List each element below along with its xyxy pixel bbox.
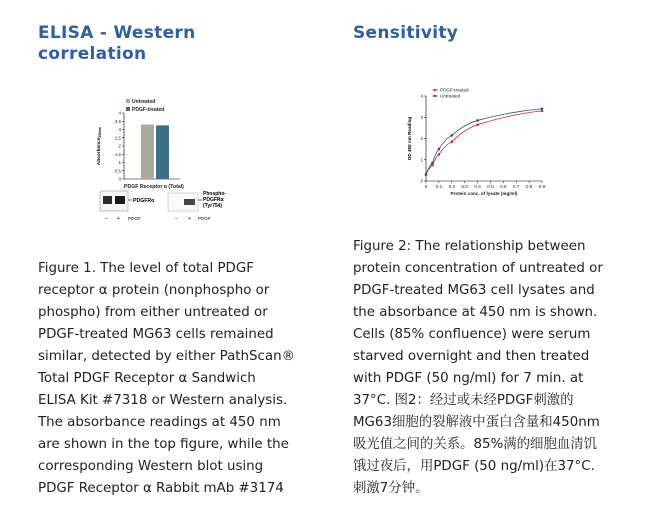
data-point — [476, 123, 479, 126]
caption-line: 饿过夜后，用PDGF (50 ng/ml)在37°C. — [353, 459, 595, 474]
data-point — [450, 140, 453, 143]
caption-line: The absorbance readings at 450 nm — [38, 415, 281, 430]
lane-treatment-1: PDGF — [128, 216, 141, 221]
blot-phospho-band — [184, 199, 195, 205]
legend-label: Untreated — [440, 93, 461, 99]
bar — [156, 125, 169, 179]
y-tick-label: 0 — [420, 178, 423, 184]
x-axis-label: PDGF Receptor α (Total) — [124, 184, 184, 190]
legend-label: Untreated — [132, 99, 156, 105]
heading-line-2: correlation — [38, 44, 147, 64]
legend-marker — [434, 89, 436, 91]
y-tick-label: 1 — [420, 157, 423, 163]
blot-phospho-label-3: (Tyr754) — [203, 203, 223, 209]
y-tick-label: 1 — [118, 160, 121, 166]
caption-line: similar, detected by either PathScan® — [38, 349, 295, 364]
legend-label: PDGF-treated — [132, 107, 165, 113]
caption-line: Figure 2: The relationship between — [353, 239, 586, 254]
western-blot-figure — [96, 188, 256, 228]
x-tick-label: 0.3 — [461, 184, 468, 189]
legend-swatch — [126, 99, 130, 103]
elisa-western-heading — [38, 23, 196, 65]
x-tick-label: 0.4 — [474, 184, 481, 189]
legend-swatch — [126, 107, 130, 111]
caption-line: PDGF-treated MG63 cell lysates and — [353, 283, 595, 298]
y-tick-label: 0.5 — [114, 168, 121, 174]
caption-line: MG63细胞的裂解液中蛋白含量和450nm — [353, 415, 600, 430]
x-tick-label: 0.7 — [513, 184, 520, 189]
y-tick-label: 4 — [420, 93, 423, 99]
y-tick-label: 2 — [118, 143, 121, 149]
blot-phospho-label-2: PDGFRα — [203, 197, 224, 203]
caption-line: starved overnight and then treated — [353, 349, 590, 364]
sensitivity-line-chart — [400, 86, 560, 204]
lane-minus-2: – — [175, 216, 178, 222]
legend-label: PDGF-treated — [440, 87, 469, 93]
y-tick-label: 3.5 — [114, 118, 121, 124]
lane-treatment-2: PDGF — [198, 216, 211, 221]
caption-line: Total PDGF Receptor α Sandwich — [38, 371, 256, 386]
x-tick-label: 0.5 — [487, 184, 494, 189]
legend-marker — [434, 95, 436, 97]
caption-line: corresponding Western blot using — [38, 459, 264, 474]
y-axis-label: Absorbance$_{450nm}$ — [97, 126, 103, 166]
blot-phospho-label-1: Phospho- — [203, 191, 227, 197]
data-point — [438, 153, 441, 156]
caption-line: 吸光值之间的关系。85%满的细胞血清饥 — [353, 437, 598, 452]
sensitivity-heading: Sensitivity — [353, 23, 459, 43]
y-tick-label: 0 — [118, 176, 121, 182]
y-axis-label: OD 450 nm Reading — [407, 116, 412, 161]
caption-line: 37°C. 图2：经过或未经PDGF刺激的 — [353, 393, 574, 408]
data-point — [541, 107, 544, 110]
caption-line: PDGF Receptor α Rabbit mAb #3174 — [38, 481, 284, 496]
y-axis-label-subscript: 450nm — [98, 126, 103, 138]
caption-line: phospho) from either untreated or — [38, 305, 268, 320]
x-tick-label: 0 — [424, 184, 428, 189]
x-tick-label: 0.1 — [435, 184, 443, 189]
heading-line-1: ELISA - Western — [38, 23, 196, 43]
caption-line: receptor α protein (nonphospho or — [38, 283, 270, 298]
caption-line: the absorbance at 450 nm is shown. — [353, 305, 598, 320]
caption-line: PDGF-treated MG63 cells remained — [38, 327, 274, 342]
x-tick-label: 0.6 — [500, 184, 507, 189]
caption-line: protein concentration of untreated or — [353, 261, 603, 276]
lane-plus-1: + — [117, 216, 120, 222]
y-tick-label: 4 — [118, 110, 121, 116]
caption-line: Figure 1. The level of total PDGF — [38, 261, 254, 276]
x-tick-label: 0.2 — [448, 184, 455, 189]
series-line — [426, 109, 542, 175]
elisa-bar-chart — [88, 95, 238, 195]
y-tick-label: 1.5 — [114, 151, 121, 157]
x-axis-label: Protein conc. of lysate (mg/ml) — [450, 191, 518, 196]
caption-line: Cells (85% confluence) were serum — [353, 327, 591, 342]
blot-total-band-1 — [103, 196, 112, 204]
lane-plus-2: + — [188, 216, 191, 222]
caption-line: with PDGF (50 ng/ml) for 7 min. at — [353, 371, 584, 386]
figure-2-caption — [353, 236, 603, 500]
data-point — [476, 119, 479, 122]
y-tick-label: 3 — [420, 114, 423, 120]
data-point — [438, 148, 441, 151]
blot-total-band-2 — [115, 196, 125, 204]
y-tick-label: 2 — [420, 136, 423, 142]
x-tick-label: 0.8 — [525, 184, 533, 189]
y-tick-label: 2.5 — [114, 135, 121, 141]
lane-minus-1: – — [105, 216, 108, 222]
y-tick-label: 3 — [118, 127, 121, 133]
caption-line: ELISA Kit #7318 or Western analysis. — [38, 393, 288, 408]
figure-1-caption — [38, 258, 295, 500]
data-point — [450, 134, 453, 137]
blot-total-label: PDGFRα — [133, 198, 155, 204]
x-tick-label: 0.9 — [538, 184, 546, 189]
data-point — [425, 173, 428, 176]
bar — [141, 125, 154, 179]
caption-line: are shown in the top figure, while the — [38, 437, 289, 452]
caption-line: 刺激7分钟。 — [353, 481, 429, 496]
data-point — [431, 162, 434, 165]
